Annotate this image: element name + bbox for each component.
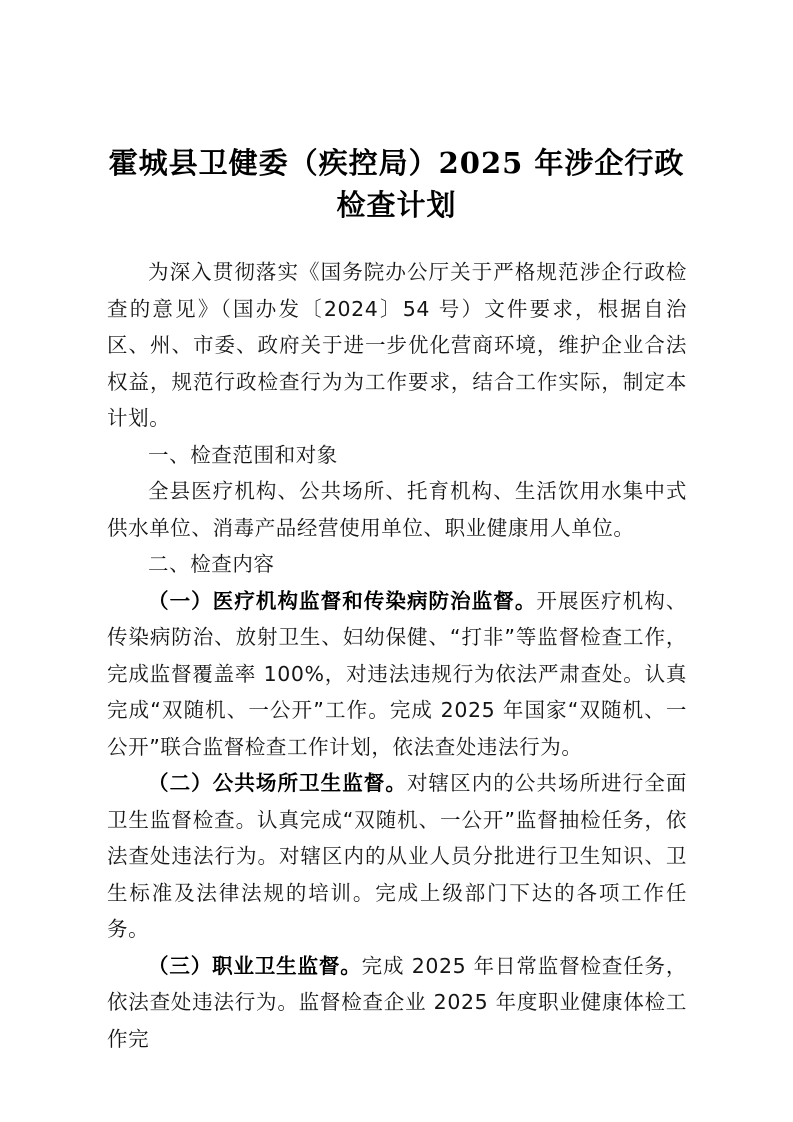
item-2-lead: （二）公共场所卫生监督。 xyxy=(148,771,407,795)
section2-item-3 xyxy=(107,948,687,1058)
section2-item-1 xyxy=(107,583,687,766)
section2-item-2 xyxy=(107,765,687,948)
item-3-text: 完成 2025 年日常监督检查任务，依法查处违法行为。监督检查企业 2025 年度职业健康体检工作完 xyxy=(107,953,687,1051)
item-2-text: 对辖区内的公共场所进行全面卫生监督检查。认真完成“双随机、一公开”监督抽检任务，依法查处违法行为。对辖区内的从业人员分批进行卫生知识、卫生标准及法律法规的培训。完成上级部门下达的各项工作任务。 xyxy=(107,771,687,941)
item-1-lead: （一）医疗机构监督和传染病防治监督。 xyxy=(148,588,537,613)
section1-paragraph: 全县医疗机构、公共场所、托育机构、生活饮用水集中式供水单位、消毒产品经营使用单位、职业健康用人单位。 xyxy=(107,479,687,540)
document-title-line2: 检查计划 xyxy=(336,188,457,222)
intro-paragraph: 为深入贯彻落实《国务院办公厅关于严格规范涉企行政检查的意见》（国办发〔2024〕54 号）文件要求，根据自治区、州、市委、政府关于进一步优化营商环境，维护企业合法权益，规范行政检查行为为工作要求，结合工作实际，制定本计划。 xyxy=(107,260,687,430)
item-3-lead: （三）职业卫生监督。 xyxy=(148,953,362,978)
section1-heading: 一、检查范围和对象 xyxy=(148,442,338,467)
section2-heading: 二、检查内容 xyxy=(148,552,275,576)
document-title-line1: 霍城县卫健委（疾控局）2025 年涉企行政 xyxy=(108,146,685,180)
document-body xyxy=(107,254,687,1057)
item-1-text: 开展医疗机构、传染病防治、放射卫生、妇幼保健、“打非”等监督检查工作，完成监督覆盖率 100%，对违法违规行为依法严肃查处。认真完成“双随机、一公开”工作。完成 2025 年国家“双随机、一公开”联合监督检查工作计划，依法查处违法行为。 xyxy=(107,588,687,759)
